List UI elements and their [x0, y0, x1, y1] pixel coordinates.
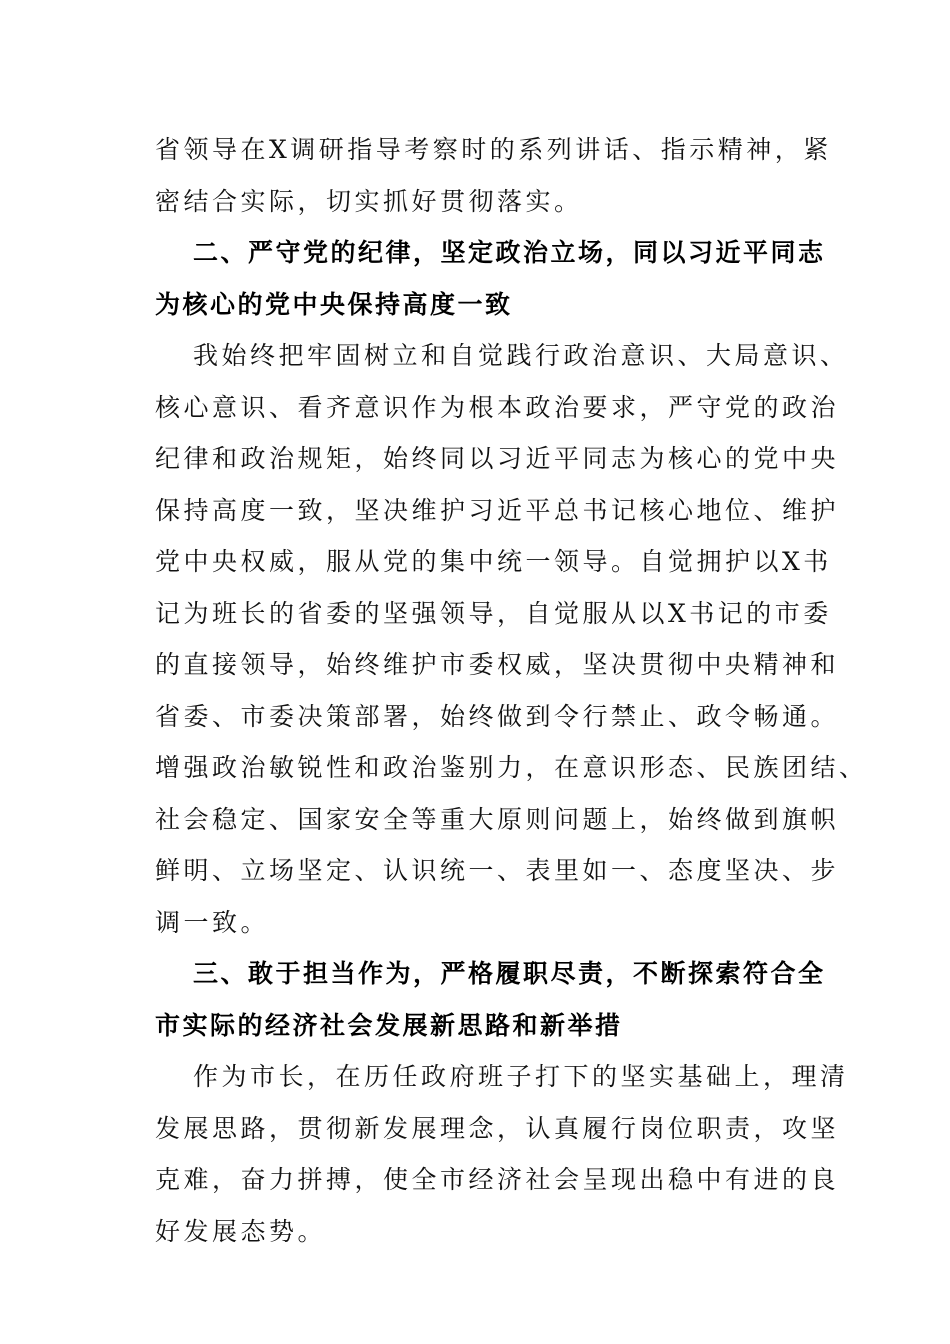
paragraph-line: 社会稳定、国家安全等重大原则问题上，始终做到旗帜 [155, 805, 840, 834]
paragraph-line: 发展思路，贯彻新发展理念，认真履行岗位职责，攻坚 [155, 1114, 840, 1143]
paragraph-line: 鲜明、立场坚定、认识统一、表里如一、态度坚决、步 [155, 856, 840, 885]
paragraph-line: 省委、市委决策部署，始终做到令行禁止、政令畅通。 [155, 702, 840, 731]
paragraph-line: 保持高度一致，坚决维护习近平总书记核心地位、维护 [155, 496, 840, 525]
paragraph-line: 克难，奋力拼搏，使全市经济社会呈现出稳中有进的良 [155, 1165, 840, 1194]
paragraph-line: 省领导在X调研指导考察时的系列讲话、指示精神，紧 [155, 135, 832, 164]
paragraph-line: 纪律和政治规矩，始终同以习近平同志为核心的党中央 [155, 444, 840, 473]
section-heading-line: 二、严守党的纪律，坚定政治立场，同以习近平同志 [193, 238, 826, 267]
paragraph-line: 增强政治敏锐性和政治鉴别力，在意识形态、民族团结、 [155, 753, 868, 782]
paragraph-line: 党中央权威，服从党的集中统一领导。自觉拥护以X书 [155, 547, 832, 576]
section-heading-line: 市实际的经济社会发展新思路和新举措 [155, 1011, 623, 1040]
section-heading-line: 三、敢于担当作为，严格履职尽责，不断探索符合全 [193, 959, 826, 988]
paragraph-line: 密结合实际，切实抓好贯彻落实。 [155, 187, 583, 216]
paragraph-line: 作为市长，在历任政府班子打下的坚实基础上，理清 [193, 1062, 849, 1091]
paragraph-line: 调一致。 [155, 908, 270, 937]
paragraph-line: 我始终把牢固树立和自觉践行政治意识、大局意识、 [193, 341, 849, 370]
paragraph-line: 好发展态势。 [155, 1217, 327, 1246]
paragraph-line: 记为班长的省委的坚强领导，自觉服从以X书记的市委 [155, 599, 832, 628]
paragraph-line: 的直接领导，始终维护市委权威，坚决贯彻中央精神和 [155, 650, 840, 679]
paragraph-line: 核心意识、看齐意识作为根本政治要求，严守党的政治 [155, 393, 840, 422]
section-heading-line: 为核心的党中央保持高度一致 [155, 290, 513, 319]
